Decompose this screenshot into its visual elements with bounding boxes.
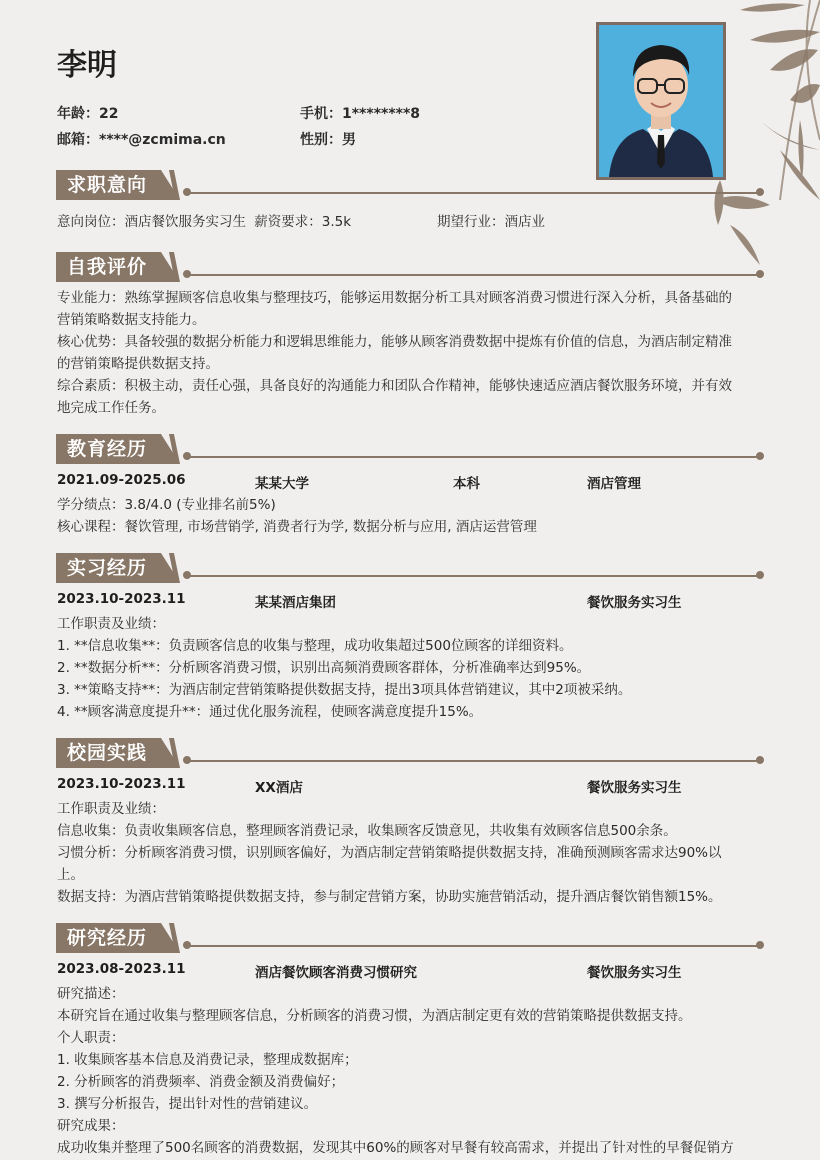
age-info: 年龄：22 [57, 106, 119, 122]
text-line: 工作职责及业绩： [57, 801, 165, 817]
text-line: 本研究旨在通过收集与整理顾客信息，分析顾客的消费习惯，为酒店制定更有效的营销策略提供数据支持。 [57, 1008, 692, 1024]
self-eval-text [57, 287, 769, 419]
internship-text [57, 613, 769, 723]
text-line: 习惯分析：分析顾客消费习惯，识别顾客偏好，为酒店制定营销策略提供数据支持，准确预测顾客需求达90%以 [57, 845, 722, 861]
section-campus [56, 738, 764, 768]
profile-photo [596, 22, 726, 180]
section-research [56, 923, 764, 953]
text-line: 2. 分析顾客的消费频率、消费金额及消费偏好； [57, 1074, 345, 1090]
text-line: 研究成果： [57, 1118, 125, 1134]
text-line: 专业能力：熟练掌握顾客信息收集与整理技巧，能够运用数据分析工具对顾客消费习惯进行深入分析，具备基础的 [57, 290, 732, 306]
education-text [57, 494, 769, 538]
research-role: 餐饮服务实习生 [587, 965, 682, 981]
internship-row [57, 591, 769, 611]
research-row [57, 961, 769, 981]
education-row [57, 472, 769, 492]
campus-date: 2023.10-2023.11 [57, 776, 186, 792]
text-line: 地完成工作任务。 [57, 400, 165, 416]
edu-major: 酒店管理 [587, 476, 641, 492]
text-line: 数据支持：为酒店营销策略提供数据支持，参与制定营销方案，协助实施营销活动，提升酒店餐饮销售额15%。 [57, 889, 722, 905]
section-title: 求职意向 [56, 170, 180, 200]
text-line: 研究描述： [57, 986, 125, 1002]
text-line: 成功收集并整理了500名顾客的消费数据，发现其中60%的顾客对早餐有较高需求，并提出了针对性的早餐促销方 [57, 1140, 734, 1156]
section-title: 自我评价 [56, 252, 180, 282]
text-line: 1. **信息收集**：负责顾客信息的收集与整理，成功收集超过500位顾客的详细资料。 [57, 638, 573, 654]
text-line: 核心优势：具备较强的数据分析能力和逻辑思维能力，能够从顾客消费数据中提炼有价值的信息，为酒店制定精准 [57, 334, 732, 350]
edu-school: 某某大学 [255, 476, 309, 492]
section-title: 实习经历 [56, 553, 180, 583]
campus-text [57, 798, 769, 908]
section-education [56, 434, 764, 464]
text-line: 个人职责： [57, 1030, 125, 1046]
text-line: 3. **策略支持**：为酒店制定营销策略提供数据支持，提出3项具体营销建议，其中2项被采纳。 [57, 682, 632, 698]
text-line: 核心课程：餐饮管理, 市场营销学, 消费者行为学, 数据分析与应用, 酒店运营管理 [57, 519, 537, 535]
section-internship [56, 553, 764, 583]
text-line: 信息收集：负责收集顾客信息，整理顾客消费记录，收集顾客反馈意见，共收集有效顾客信息500余条。 [57, 823, 677, 839]
text-line: 的营销策略提供数据支持。 [57, 356, 219, 372]
text-line: 学分绩点：3.8/4.0 (专业排名前5%) [57, 497, 276, 513]
gender-info: 性别：男 [300, 132, 356, 148]
section-title: 教育经历 [56, 434, 180, 464]
job-intent-row [57, 211, 769, 233]
text-line: 1. 收集顾客基本信息及消费记录，整理成数据库； [57, 1052, 358, 1068]
text-line: 4. **顾客满意度提升**：通过优化服务流程，使顾客满意度提升15%。 [57, 704, 483, 720]
section-title: 校园实践 [56, 738, 180, 768]
intern-role: 餐饮服务实习生 [587, 595, 682, 611]
campus-role: 餐饮服务实习生 [587, 780, 682, 796]
campus-org: XX酒店 [255, 780, 303, 796]
research-project: 酒店餐饮顾客消费习惯研究 [255, 965, 417, 981]
intent-industry: 期望行业：酒店业 [437, 214, 545, 230]
text-line: 工作职责及业绩： [57, 616, 165, 632]
research-text [57, 983, 769, 1159]
text-line: 上。 [57, 867, 84, 883]
section-title: 研究经历 [56, 923, 180, 953]
text-line: 综合素质：积极主动，责任心强，具备良好的沟通能力和团队合作精神，能够快速适应酒店餐饮服务环境，并有效 [57, 378, 732, 394]
section-job-intent [56, 170, 764, 200]
edu-date: 2021.09-2025.06 [57, 472, 186, 488]
text-line: 3. 撰写分析报告，提出针对性的营销建议。 [57, 1096, 318, 1112]
research-date: 2023.08-2023.11 [57, 961, 186, 977]
intent-salary: 薪资要求：3.5k [254, 214, 352, 230]
intent-position: 意向岗位：酒店餐饮服务实习生 [57, 214, 246, 230]
intern-date: 2023.10-2023.11 [57, 591, 186, 607]
campus-row [57, 776, 769, 796]
edu-degree: 本科 [453, 476, 480, 492]
text-line: 2. **数据分析**：分析顾客消费习惯，识别出高频消费顾客群体，分析准确率达到95%。 [57, 660, 591, 676]
text-line: 营销策略数据支持能力。 [57, 312, 206, 328]
phone-info: 手机：1********8 [300, 106, 421, 122]
intern-company: 某某酒店集团 [255, 595, 336, 611]
email-info: 邮箱：****@zcmima.cn [57, 132, 226, 148]
section-self-eval [56, 252, 764, 282]
candidate-name: 李明 [57, 48, 117, 83]
